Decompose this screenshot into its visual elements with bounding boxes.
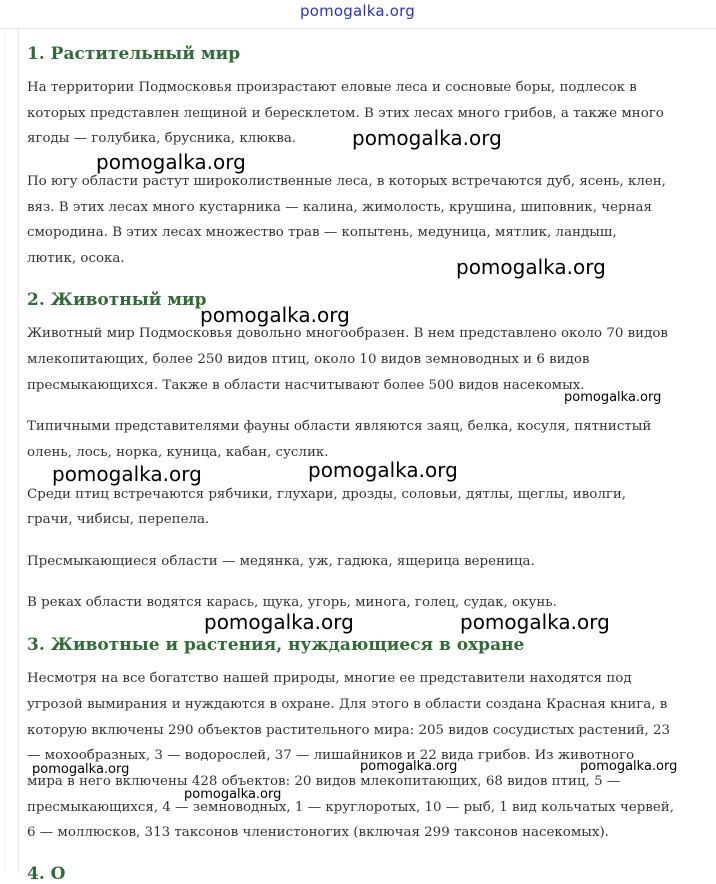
watermark-text: pomogalka.org [200,303,350,327]
paragraph-line: млекопитающих, более 250 видов птиц, около 10 видов земноводных и 6 видов [27,352,590,367]
top-watermark: pomogalka.org [300,2,415,20]
watermark-text: pomogalka.org [204,610,354,634]
paragraph-line: — мохообразных, 3 — водорослей, 37 — лишайников и 22 вида грибов. Из животного [27,748,635,763]
paragraph-line: Животный мир Подмосковья довольно многообразен. В нем представлено около 70 видов [27,326,668,341]
paragraph-line: Типичными представителями фауны области являются заяц, белка, косуля, пятнистый [27,419,652,434]
paragraph-line: В реках области водятся карась, щука, угорь, минога, голец, судак, окунь. [27,595,557,610]
paragraph-line: грачи, чибисы, перепела. [27,512,210,527]
paragraph-line: пресмыкающихся. Также в области насчитывают более 500 видов насекомых. [27,378,585,393]
section-title-animals: 2. Животный мир [27,290,207,310]
paragraph-line: Среди птиц встречаются рябчики, глухари, дрозды, соловьи, дятлы, щеглы, иволги, [27,487,627,502]
section-title-plants: 1. Растительный мир [27,44,241,64]
watermark-text: pomogalka.org [184,787,282,802]
paragraph-line: Несмотря на все богатство нашей природы, многие ее представители находятся под [27,671,632,686]
paragraph-line: пресмыкающихся, 4 — земноводных, 1 — круглоротых, 10 — рыб, 1 вид кольчатых червей, [27,800,674,815]
watermark-text: pomogalka.org [456,255,606,279]
watermark-text: pomogalka.org [352,126,502,150]
section-title-protected: 3. Животные и растения, нуждающиеся в охране [27,635,525,655]
paragraph-line: ягоды — голубика, брусника, клюква. [27,131,297,146]
paragraph-line: Пресмыкающиеся области — медянка, уж, гадюка, ящерица вереница. [27,554,535,569]
paragraph-line: мира в него включены 428 объектов: 20 видов млекопитающих, 68 видов птиц, 5 — [27,774,621,789]
paragraph-line: смородина. В этих лесах множество трав — копытень, медуница, мятлик, ландыш, [27,225,617,240]
paragraph-line: которых представлен лещиной и бересклетом. В этих лесах много грибов, а также много [27,106,664,121]
watermark-text: pomogalka.org [52,462,202,486]
paragraph-line: угрозой вымирания и нуждаются в охране. Для этого в области создана Красная книга, в [27,697,668,712]
watermark-text: pomogalka.org [96,150,246,174]
watermark-text: pomogalka.org [580,759,678,774]
left-border-outer [4,28,5,872]
watermark-text: pomogalka.org [360,759,458,774]
watermark-text: pomogalka.org [308,458,458,482]
left-border [18,28,19,872]
browser-top-strip [0,0,716,29]
watermark-text: pomogalka.org [564,390,662,405]
paragraph-line: По югу области растут широколиственные леса, в которых встречаются дуб, ясень, клен, [27,174,666,189]
watermark-text: pomogalka.org [32,762,130,777]
watermark-text: pomogalka.org [460,610,610,634]
paragraph-line: На территории Подмосковья произрастают еловые леса и сосновые боры, подлесок в [27,80,637,95]
paragraph-line: лютик, осока. [27,251,125,266]
paragraph-line: вяз. В этих лесах много кустарника — калина, жимолость, крушина, шиповник, черная [27,200,652,215]
paragraph-line: 6 — моллюсков, 313 таксонов членистоногих (включая 299 таксонов насекомых). [27,825,609,840]
next-section-title-partial: 4. О [27,864,66,884]
paragraph-line: которую включены 290 объектов растительного мира: 205 видов сосудистых растений, 23 [27,723,671,738]
paragraph-line: олень, лось, норка, куница, кабан, суслик. [27,445,329,460]
